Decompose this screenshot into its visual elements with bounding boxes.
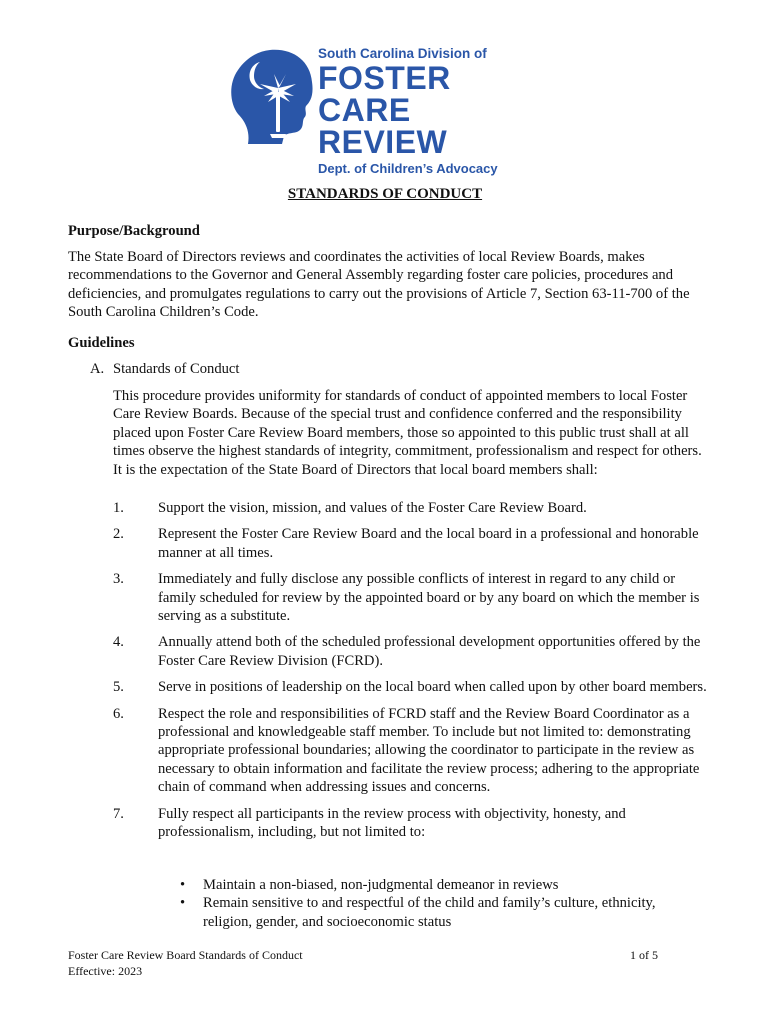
- list-item-number: 5.: [113, 679, 124, 696]
- bullet-text: Remain sensitive to and respectful of the child and family’s culture, ethnicity, religion, gender, and socioeconomic status: [203, 895, 656, 930]
- respect-bullet-list: [180, 876, 700, 931]
- page-number: 1 of 5: [630, 948, 658, 962]
- list-item-text: Immediately and fully disclose any possible conflicts of interest in regard to any child or family scheduled for review by the appointed board or by any board on which the member is serving as a substitute.: [158, 571, 700, 625]
- list-item-number: 6.: [113, 705, 124, 722]
- footer-effective-date: Effective: 2023: [68, 964, 143, 978]
- purpose-paragraph: The State Board of Directors reviews and coordinates the activities of local Review Boards, makes recommendations to the Governor and General Assembly regarding foster care policies, procedures and deficiencies, and promulgates regulations to carry out the provisions of Article 7, Section 63-11-700 of the South Carolina Children’s Code.: [68, 249, 690, 321]
- bullet-item: [180, 876, 700, 894]
- list-item-text: Support the vision, mission, and values of the Foster Care Review Board.: [158, 500, 587, 516]
- standards-list: [113, 499, 708, 850]
- list-item-number: 2.: [113, 526, 124, 543]
- list-item-text: Fully respect all participants in the review process with objectivity, honesty, and professionalism, including, but not limited to:: [158, 805, 626, 841]
- bullet-dot-icon: •: [180, 877, 186, 893]
- list-item: [113, 570, 708, 625]
- list-item-text: Serve in positions of leadership on the local board when called upon by other board members.: [158, 679, 707, 696]
- bullet-item: [180, 894, 700, 931]
- section-a-heading: [90, 360, 690, 378]
- foster-care-review-logo: [230, 44, 550, 176]
- guidelines-heading: Guidelines: [68, 335, 135, 351]
- bullet-text: Maintain a non-biased, non-judgmental demeanor in reviews: [203, 877, 559, 893]
- list-item: [113, 633, 708, 670]
- list-item: [113, 525, 708, 562]
- palmetto-moon-emblem-icon: [230, 44, 316, 144]
- list-item-text: Represent the Foster Care Review Board and the local board in a professional and honorable manner at all times.: [158, 526, 699, 561]
- section-a-title: Standards of Conduct: [113, 361, 240, 377]
- list-item: [113, 805, 708, 842]
- list-item-number: 7.: [113, 805, 124, 822]
- list-item: [113, 705, 708, 797]
- list-item: [113, 499, 708, 517]
- logo-line-review: REVIEW: [318, 124, 448, 160]
- logo-line-department: Dept. of Children’s Advocacy: [318, 161, 498, 176]
- list-item-number: 3.: [113, 571, 124, 588]
- footer-document-title: Foster Care Review Board Standards of Conduct: [68, 948, 303, 962]
- section-a-paragraph: This procedure provides uniformity for standards of conduct of appointed members to local Foster Care Review Boards. Because of the special trust and confidence conferred and the responsibility placed upon Foster Care Review Board members, those so appointed to this public trust shall at all times observe the highest standards of integrity, commitment, professionalism and respect for others. It is the expectation of the State Board of Directors that local board members shall:: [113, 388, 702, 478]
- footer-left: [68, 947, 303, 979]
- list-item-number: 4.: [113, 634, 124, 651]
- bullet-dot-icon: •: [180, 895, 186, 912]
- logo-line-foster-care: FOSTER CARE: [318, 60, 451, 128]
- list-item-text: Annually attend both of the scheduled professional development opportunities offered by the Foster Care Review Division (FCRD).: [158, 634, 701, 669]
- page-title: STANDARDS OF CONDUCT: [287, 186, 483, 202]
- purpose-heading: Purpose/Background: [68, 223, 200, 239]
- logo-wordmark: [318, 44, 550, 178]
- list-item-number: 1.: [113, 500, 124, 516]
- list-item: [113, 678, 708, 696]
- section-a-letter: A.: [90, 361, 105, 377]
- logo-line-state: South Carolina Division of: [318, 46, 487, 61]
- list-item-text: Respect the role and responsibilities of FCRD staff and the Review Board Coordinator as a professional and knowledgeable staff member. To include but not limited to: demonstrating appropriate professional boundaries; allowing the coordinator to participate in the review as necessary to obtain information and facilitate the review process; adhering to the appropriate chain of command when addressing issues and concerns.: [158, 705, 700, 796]
